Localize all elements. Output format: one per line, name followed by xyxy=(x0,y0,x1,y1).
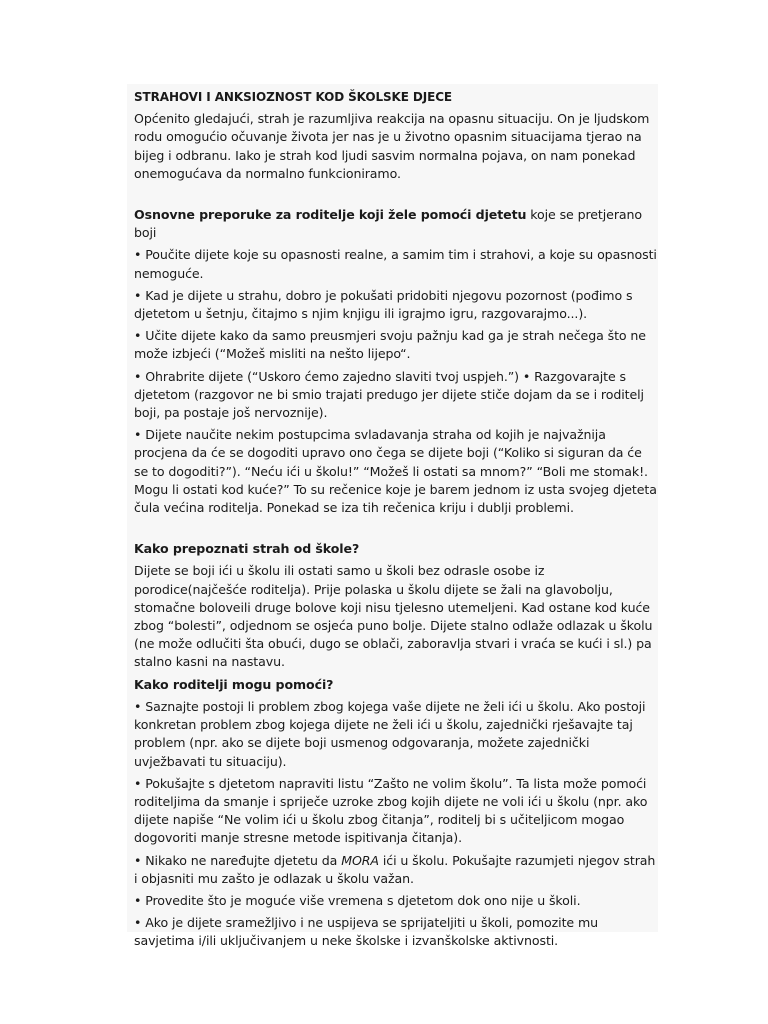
list-item: • Poučite dijete koje su opasnosti realne, a samim tim i strahovi, a koje su opasnosti nemoguće. xyxy=(134,247,657,281)
document-title: STRAHOVI I ANKSIOZNOST KOD ŠKOLSKE DJECE xyxy=(134,90,453,104)
spacer xyxy=(134,521,658,540)
document-content xyxy=(134,88,658,955)
recognize-paragraph: Dijete se boji ići u školu ili ostati samo u školi bez odrasle osobe iz porodice(najčešće roditelja). Prije polaska u školu dijete se žali na glavobolju, stomačne boloveili druge bolove koji nisu tjelesno utemeljeni. Kad ostane kod kuće zbog “bolesti”, odjednom se osjeća puno bolje. Dijete stalno odlaže odlazak u školu (ne može odlučiti šta obući, dugo se oblači, zaboravlja stvari i vraća se kući i sl.) pa stalno kasni na nastavu. xyxy=(134,563,653,670)
spacer xyxy=(134,187,658,206)
list-item: • Dijete naučite nekim postupcima svladavanja straha od kojih je najvažnija procjena da će se dogoditi upravo ono čega se dijete boji (“Koliko si siguran da će se to dogoditi?”). “Neću ići u školu!” “Možeš li ostati sa mnom?” “Boli me stomak!. Mogu li ostati kod kuće?” To su rečenice koje je barem jednom iz usta svojeg djeteta čula većina roditelja. Ponekad se iza tih rečenica kriju i dublji problemi. xyxy=(134,427,657,516)
section-heading-rest: koje se pretjerano boji xyxy=(134,207,643,241)
list-item: • Provedite što je moguće više vremena s djetetom dok ono nije u školi. xyxy=(134,892,581,908)
list-item-emphasis: MORA xyxy=(341,852,379,868)
list-item xyxy=(134,852,658,888)
list-item: • Pokušajte s djetetom napraviti listu “Zašto ne volim školu”. Ta lista može pomoći roditeljima da smanje i spriječe uzroke zbog kojih dijete ne voli ići u školu (npr. ako dijete napiše “Ne volim ići u školu zbog čitanja”, roditelj bi s učiteljicom mogao dogovoriti manje stresne metode ispitivanja čitanja). xyxy=(134,775,648,846)
list-item: • Kad je dijete u strahu, dobro je pokušati pridobiti njegovu pozornost (pođimo s djetetom u šetnju, čitajmo s njim knjigu ili igrajmo igru, razgovarajmo...). xyxy=(134,287,633,322)
list-item: • Ako je dijete sramežljivo i ne uspijeva se sprijateljiti u školi, pomozite mu savjetima i/ili uključivanjem u neke školske i izvanškolske aktivnosti. xyxy=(134,915,599,949)
list-item-text: ići u školu. Pokušajte razumjeti njegov strah i objasniti mu zašto je odlazak u školu važan. xyxy=(134,852,656,886)
section-heading-bold: Osnovne preporuke za roditelje koji žele pomoći djetetu xyxy=(134,207,527,223)
list-item: • Učite dijete kako da samo preusmjeri svoju pažnju kad ga je strah nečega što ne može izbjeći (“Možeš misliti na nešto lijepo“. xyxy=(134,328,646,362)
list-item-text: • Nikako ne naređujte djetetu da xyxy=(134,852,342,868)
intro-paragraph: Općenito gledajući, strah je razumljiva reakcija na opasnu situaciju. On je ljudskom rodu omogućio očuvanje života jer nas je u životno opasnim situacijama tjerao na bijeg i odbranu. Iako je strah kod ljudi sasvim normalna pojava, on nam ponekad onemogućava da normalno funkcioniramo. xyxy=(134,111,650,181)
list-item: • Saznajte postoji li problem zbog kojega vaše dijete ne želi ići u školu. Ako postoji konkretan problem zbog kojega dijete ne želi ići u školu, zajednički rješavajte taj problem (npr. ako se dijete boji usmenog odgovaranja, možete zajednički uvježbavati tu situaciju). xyxy=(134,698,646,769)
section-heading-recognize: Kako prepoznati strah od škole? xyxy=(134,541,360,557)
section-heading-help: Kako roditelji mogu pomoći? xyxy=(134,676,334,692)
list-item: • Ohrabrite dijete (“Uskoro ćemo zajedno slaviti tvoj uspjeh.”) • Razgovarajte s djetetom (razgovor ne bi smio trajati predugo jer dijete stiče dojam da se i roditelj boji, pa postaje još nervoznije). xyxy=(134,368,644,421)
section-heading-recommendations xyxy=(134,206,658,242)
